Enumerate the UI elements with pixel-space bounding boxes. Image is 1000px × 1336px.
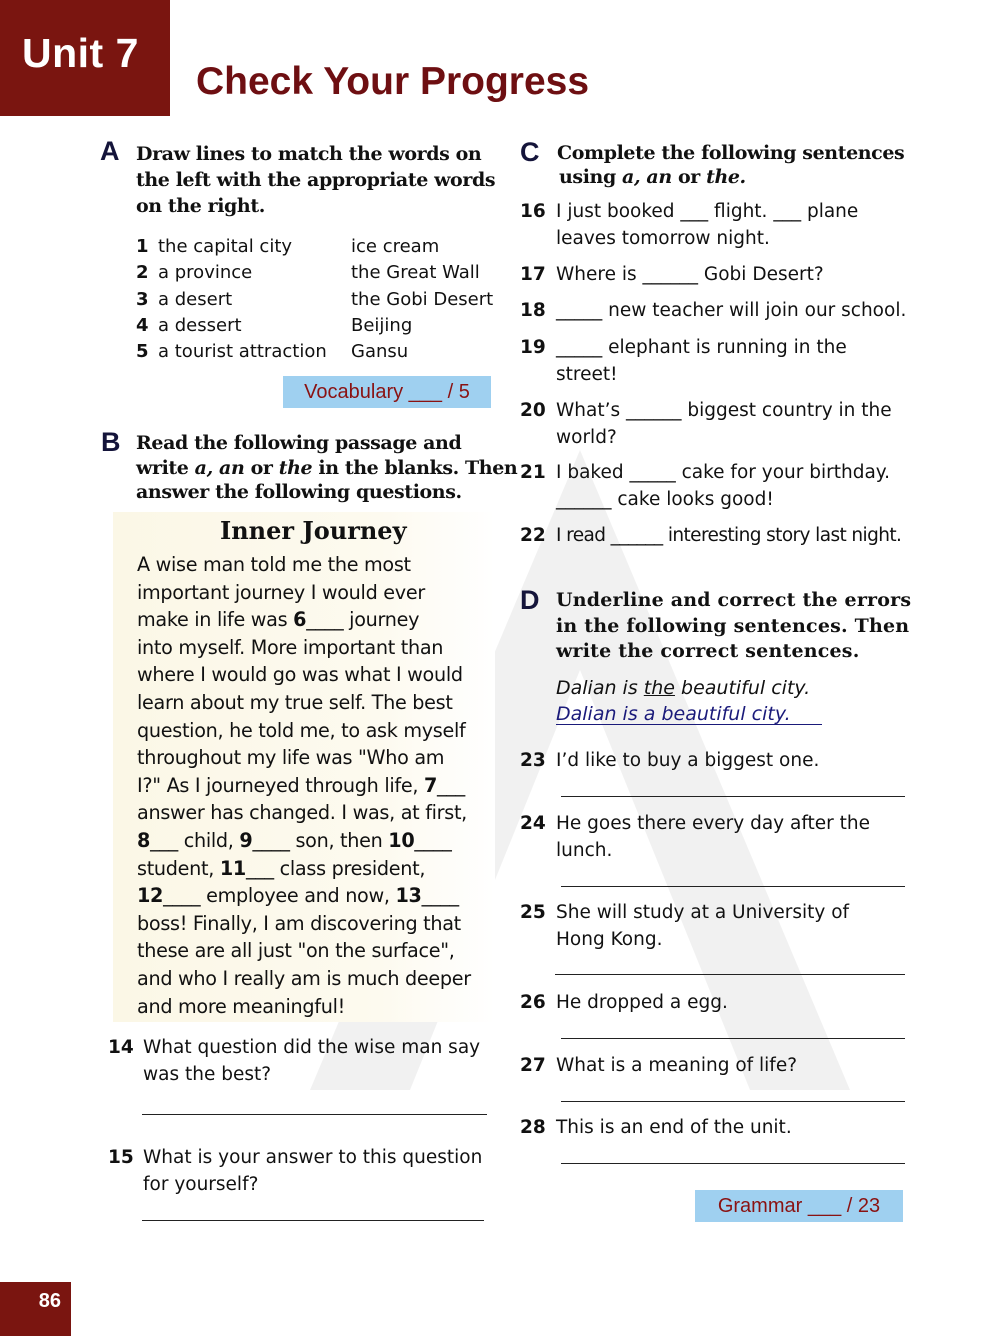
question-text: I just booked ___ flight. ___ plane bbox=[556, 201, 859, 222]
question-number: 16 bbox=[520, 201, 546, 222]
answer-line-24[interactable] bbox=[561, 886, 905, 887]
passage-text: student, bbox=[137, 856, 220, 880]
passage-text: I?" As I journeyed through life, bbox=[137, 773, 424, 797]
match-number: 1 bbox=[136, 236, 149, 257]
blank-number: 10 bbox=[388, 829, 415, 852]
question-26 bbox=[520, 990, 728, 1017]
passage-line bbox=[137, 939, 455, 962]
question-18 bbox=[520, 298, 906, 325]
blank-number: 13 bbox=[395, 884, 422, 908]
passage-text: make in life was bbox=[137, 608, 294, 632]
section-b-letter: B bbox=[101, 427, 121, 457]
passage-text: A wise man told me the most bbox=[137, 553, 411, 576]
question-text: for yourself? bbox=[143, 1173, 259, 1195]
instruction-line bbox=[136, 456, 517, 481]
example-text: beautiful city. bbox=[674, 677, 811, 699]
grammar-score-box: Grammar ___ / 23 bbox=[695, 1190, 903, 1222]
question-text: _____ elephant is running in the bbox=[556, 337, 847, 358]
match-left-item[interactable]: a dessert bbox=[158, 314, 242, 336]
match-right-item[interactable]: Gansu bbox=[351, 341, 409, 363]
passage-line bbox=[137, 829, 452, 852]
question-text: What’s ______ biggest country in the bbox=[556, 400, 892, 421]
question-number: 18 bbox=[520, 300, 546, 321]
question-25 bbox=[520, 900, 849, 953]
question-14 bbox=[108, 1035, 498, 1088]
answer-line-23[interactable] bbox=[561, 796, 905, 797]
question-text: This is an end of the unit. bbox=[556, 1117, 792, 1138]
passage-line bbox=[137, 995, 345, 1018]
question-text: He goes there every day after the bbox=[556, 813, 871, 834]
passage-title: Inner Journey bbox=[220, 516, 407, 545]
instruction-text: using bbox=[559, 166, 623, 188]
match-number: 3 bbox=[136, 288, 149, 310]
match-number: 5 bbox=[136, 341, 149, 363]
question-number: 15 bbox=[108, 1147, 134, 1168]
instruction-line: answer the following questions. bbox=[136, 481, 462, 503]
match-right-item[interactable]: Beijing bbox=[351, 314, 413, 336]
question-number: 14 bbox=[108, 1037, 134, 1058]
passage-text: and more meaningful! bbox=[137, 994, 346, 1018]
passage-text: ____ bbox=[421, 884, 459, 908]
answer-line-14[interactable] bbox=[142, 1114, 487, 1115]
match-left-item[interactable]: a tourist attraction bbox=[158, 341, 327, 363]
unit-banner bbox=[0, 0, 170, 116]
question-number: 22 bbox=[520, 525, 546, 546]
question-text: I baked _____ cake for your birthday. bbox=[556, 462, 890, 483]
passage-text: these are all just "on the surface", bbox=[137, 939, 455, 963]
instruction-article: an bbox=[646, 166, 672, 188]
question-text: ______ cake looks good! bbox=[556, 488, 774, 510]
section-d-instruction bbox=[556, 588, 911, 665]
answer-line-28[interactable] bbox=[561, 1163, 905, 1164]
question-text: leaves tomorrow night. bbox=[556, 227, 770, 249]
answer-line-26[interactable] bbox=[561, 1038, 905, 1039]
match-row bbox=[136, 339, 493, 365]
answer-line-27[interactable] bbox=[561, 1101, 905, 1102]
match-left-item[interactable]: the capital city bbox=[158, 236, 293, 257]
unit-label: Unit 7 bbox=[22, 30, 139, 76]
instruction-article: a, bbox=[194, 456, 213, 479]
passage-text: ____ son, then bbox=[252, 829, 389, 852]
instruction-line: in the following sentences. Then bbox=[556, 614, 910, 637]
question-17 bbox=[520, 262, 824, 289]
blank-number: 11 bbox=[219, 856, 246, 880]
vocabulary-score-box: Vocabulary ___ / 5 bbox=[283, 376, 491, 408]
blank-number: 8 bbox=[137, 829, 151, 852]
passage-line bbox=[137, 774, 465, 797]
question-24 bbox=[520, 811, 870, 864]
passage-line bbox=[137, 801, 467, 824]
page-title: Check Your Progress bbox=[196, 60, 590, 103]
example-answer: Dalian is a beautiful city. bbox=[556, 703, 791, 725]
section-b-instruction bbox=[136, 431, 517, 505]
match-number: 4 bbox=[136, 314, 149, 336]
match-right-item[interactable]: the Gobi Desert bbox=[351, 288, 494, 310]
question-23 bbox=[520, 748, 819, 775]
question-text: street! bbox=[556, 363, 618, 385]
question-28 bbox=[520, 1115, 792, 1142]
match-left-item[interactable]: a desert bbox=[158, 288, 233, 310]
passage-text: ___ child, bbox=[150, 829, 240, 852]
passage-line bbox=[137, 636, 443, 659]
question-15 bbox=[108, 1145, 498, 1198]
question-number: 24 bbox=[520, 813, 546, 834]
passage-text: into myself. More important than bbox=[137, 635, 444, 659]
passage-line bbox=[137, 912, 461, 935]
instruction-article: an bbox=[219, 456, 245, 479]
question-number: 26 bbox=[520, 992, 546, 1013]
question-number: 28 bbox=[520, 1117, 546, 1138]
question-text: What question did the wise man say bbox=[143, 1037, 481, 1058]
question-number: 19 bbox=[520, 337, 546, 358]
page-number: 86 bbox=[38, 1290, 61, 1312]
passage-text: boss! Finally, I am discovering that bbox=[137, 911, 461, 935]
question-text: She will study at a University of bbox=[556, 902, 850, 923]
passage-text: and who I really am is much deeper bbox=[137, 967, 471, 990]
instruction-article: the bbox=[278, 456, 313, 479]
match-number: 2 bbox=[136, 262, 149, 284]
passage-line bbox=[137, 884, 459, 907]
question-text: I read ______ interesting story last night. bbox=[556, 525, 902, 546]
question-number: 27 bbox=[520, 1055, 546, 1076]
passage-line bbox=[137, 691, 453, 714]
question-text: He dropped a egg. bbox=[556, 992, 728, 1013]
match-row bbox=[136, 287, 493, 313]
match-right-item[interactable]: the Great Wall bbox=[351, 262, 480, 284]
passage-text: ____ bbox=[414, 829, 452, 852]
passage-line bbox=[137, 663, 463, 686]
match-left-item[interactable]: a province bbox=[158, 262, 253, 284]
instruction-article: a, bbox=[622, 166, 641, 188]
match-row bbox=[136, 260, 493, 286]
question-number: 25 bbox=[520, 902, 546, 923]
instruction-text: write bbox=[136, 456, 195, 479]
question-16 bbox=[520, 199, 858, 252]
question-text: I’d like to buy a biggest one. bbox=[556, 750, 820, 771]
passage-text: ____ journey bbox=[306, 608, 420, 632]
match-right-item[interactable]: ice cream bbox=[351, 236, 440, 257]
instruction-line: Draw lines to match the words on bbox=[136, 143, 482, 165]
match-row bbox=[136, 234, 493, 260]
passage-line bbox=[137, 719, 466, 742]
section-c-instruction bbox=[557, 141, 904, 189]
answer-line-15[interactable] bbox=[142, 1220, 484, 1221]
instruction-text: in the blanks. Then bbox=[312, 456, 518, 479]
question-27 bbox=[520, 1053, 797, 1080]
question-text: What is a meaning of life? bbox=[556, 1055, 798, 1076]
passage-line bbox=[137, 553, 411, 576]
example-error: the bbox=[643, 677, 675, 699]
section-a-instruction bbox=[136, 141, 495, 219]
passage-line bbox=[137, 608, 419, 631]
question-number: 17 bbox=[520, 264, 546, 285]
question-text: _____ new teacher will join our school. bbox=[556, 300, 907, 321]
section-a-letter: A bbox=[100, 136, 120, 166]
passage-text: ____ employee and now, bbox=[163, 884, 396, 908]
question-number: 23 bbox=[520, 750, 546, 771]
instruction-line: Complete the following sentences bbox=[557, 142, 905, 164]
blank-number: 9 bbox=[239, 829, 253, 852]
question-text: Hong Kong. bbox=[556, 928, 663, 950]
example-answer-line bbox=[556, 724, 822, 725]
passage-text: throughout my life was "Who am bbox=[137, 746, 445, 770]
example-sentence bbox=[556, 677, 810, 699]
blank-number: 12 bbox=[137, 884, 164, 908]
passage-line bbox=[137, 967, 471, 990]
question-22 bbox=[520, 523, 901, 550]
passage-text: learn about my true self. The best bbox=[137, 691, 453, 714]
passage-line bbox=[137, 746, 444, 769]
section-c-letter: C bbox=[520, 137, 540, 167]
question-text: was the best? bbox=[143, 1063, 272, 1085]
instruction-line: Read the following passage and bbox=[136, 432, 462, 454]
match-row bbox=[136, 313, 493, 339]
instruction-text: or bbox=[244, 456, 279, 479]
question-21 bbox=[520, 460, 890, 513]
passage-text: ___ bbox=[437, 773, 465, 797]
question-text: Where is ______ Gobi Desert? bbox=[556, 264, 824, 285]
example-text: Dalian is bbox=[556, 677, 644, 699]
question-text: lunch. bbox=[556, 839, 613, 861]
question-text: world? bbox=[556, 426, 617, 448]
passage-line bbox=[137, 581, 425, 604]
instruction-line bbox=[559, 165, 904, 189]
passage-text: question, he told me, to ask myself bbox=[137, 718, 466, 742]
question-19 bbox=[520, 335, 847, 388]
section-d-letter: D bbox=[520, 585, 540, 615]
question-number: 20 bbox=[520, 400, 546, 421]
question-text: What is your answer to this question bbox=[143, 1147, 483, 1168]
instruction-line: Underline and correct the errors bbox=[556, 589, 912, 611]
passage-text: where I would go was what I would bbox=[137, 663, 463, 687]
question-20 bbox=[520, 398, 892, 451]
instruction-text: or bbox=[671, 166, 707, 188]
blank-number: 6 bbox=[293, 608, 307, 632]
passage-line bbox=[137, 857, 425, 880]
instruction-article: the. bbox=[706, 166, 746, 188]
blank-number: 7 bbox=[423, 773, 438, 797]
question-number: 21 bbox=[520, 462, 546, 483]
passage-text: answer has changed. I was, at first, bbox=[137, 801, 467, 825]
page-number-box bbox=[0, 1282, 71, 1336]
instruction-line: the left with the appropriate words bbox=[136, 169, 496, 191]
passage-text: ___ class president, bbox=[245, 856, 426, 880]
answer-line-25[interactable] bbox=[555, 974, 905, 975]
instruction-line: write the correct sentences. bbox=[556, 640, 860, 662]
matching-table bbox=[136, 234, 493, 365]
passage-text: important journey I would ever bbox=[137, 580, 425, 604]
instruction-line: on the right. bbox=[136, 195, 265, 217]
